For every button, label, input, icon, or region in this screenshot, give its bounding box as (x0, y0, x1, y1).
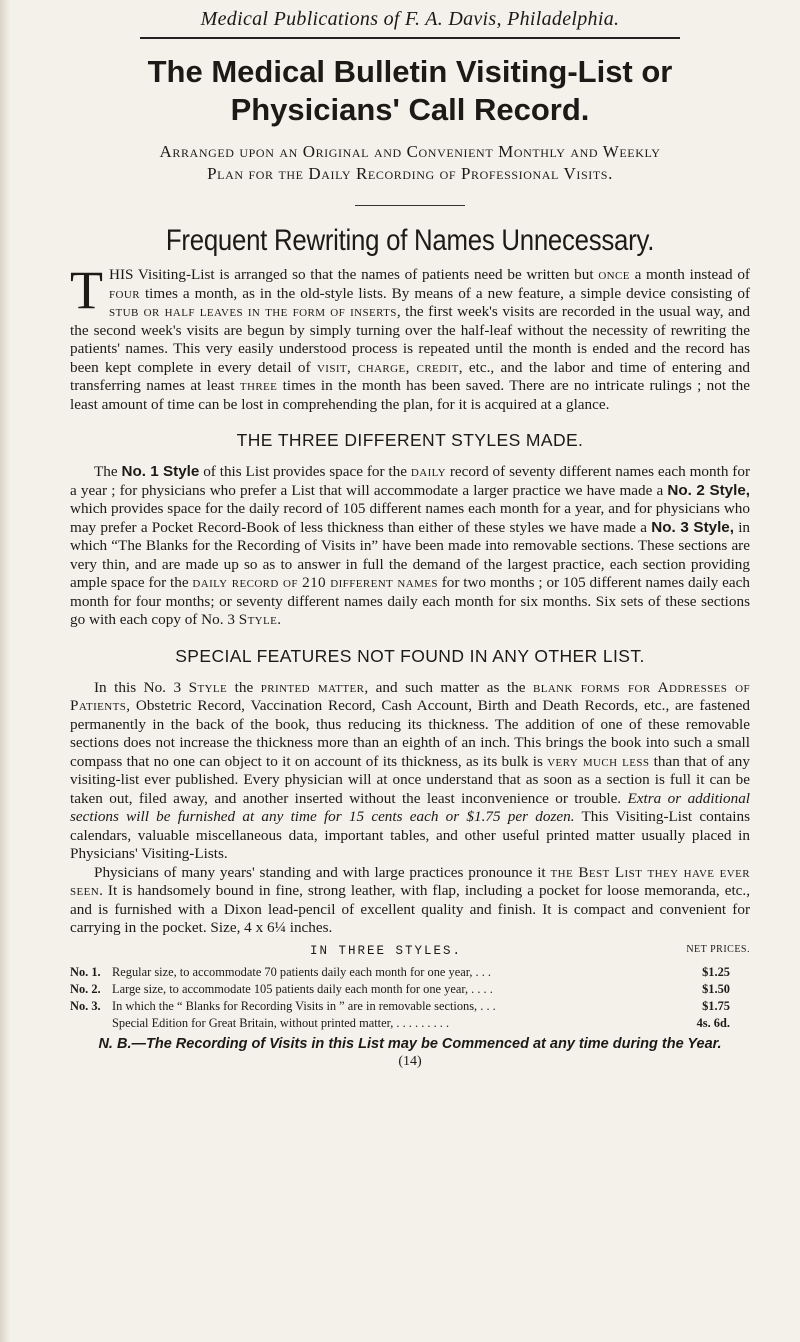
title-line-2: Physicians' Call Record. (230, 92, 590, 127)
running-head: Medical Publications of F. A. Davis, Philadelphia. (200, 8, 620, 30)
paragraph-intro: THIS Visiting-List is arranged so that the names of patients need be written but once a month instead of four times a month, as in the old-style lists. By means of a new feature, a simple device consisting of stub or half leaves in the form of inserts, the first week's visits are recorded in the usual way, and the second week's visits are begun by simply turning over the half-leaf without the necessity of rewriting the patients' names. This very easily understood process is repeated until the month is ended and the record has been kept complete in every detail of visit, charge, credit, etc., and the labor and time of entering and transferring names at least three times in the month has been saved. There are no intricate rulings ; not the least amount of time can be lost in comprehending the plan, for it is acquired at a glance. (70, 260, 751, 413)
book-page (70, 0, 750, 1070)
subtitle-line-2: Plan for the Daily Recording of Professional Visits. (207, 164, 613, 183)
header-rule (140, 37, 680, 39)
prices-title: IN THREE STYLES. (310, 943, 463, 958)
nb-note: N. B.—The Recording of Visits in this List may be Commenced at any time during the Year. (98, 1035, 722, 1052)
page-edge-shadow (0, 0, 10, 1342)
paragraph-features: In this No. 3 Style the printed matter, and such matter as the blank forms for Addresses of Patients, Obstetric Record, Vaccination Record, Cash Account, Birth and Death Records, etc., are fastened permanently in the back of the book, thus reducing its thickness. The addition of one of these removable sections does not increase the thickness more than an eighth of an inch. This brings the book into such a small compass that no one can object to it on account of its thickness, as its bulk is very much less than that of any visiting-list ever published. Every physician will at once understand that as soon as a section is full it can be taken out, filed away, and another inserted without the least inconvenience or trouble. Extra or additional sections will be furnished at any time for 15 cents each or $1.75 per dozen. This Visiting-List contains calendars, valuable miscellaneous data, important tables, and other useful printed matter usually placed in Physicians' Visiting-Lists. (70, 678, 751, 862)
net-prices-label: NET PRICES. (686, 943, 750, 955)
price-row: Special Edition for Great Britain, without printed matter, . . . . . . . . . 4s. 6d. (112, 1015, 730, 1030)
page-number: (14) (398, 1053, 422, 1069)
price-row: No. 2. Large size, to accommodate 105 patients daily each month for one year, . . . . $1.50 (70, 981, 730, 996)
paragraph-best-list: Physicians of many years' standing and with large practices pronounce it the Best List they have ever seen. It is handsomely bound in fine, strong leather, with flap, including a pocket for loose memoranda, etc., and is furnished with a Dixon lead-pencil of excellent quality and finish. It is compact and convenient for carrying in the pocket. Size, 4 x 6¼ inches. (70, 863, 750, 936)
price-row: No. 3. In which the “ Blanks for Recording Visits in ” are in removable sections, . . . $1.75 (70, 998, 730, 1013)
subtitle-line-1: Arranged upon an Original and Convenient Monthly and Weekly (159, 142, 661, 161)
drop-cap: T (70, 260, 103, 320)
subtitle (70, 141, 750, 185)
page-title (70, 53, 750, 129)
section-heading-features: SPECIAL FEATURES NOT FOUND IN ANY OTHER LIST. (175, 645, 645, 666)
divider-rule (355, 205, 465, 206)
price-row: No. 1. Regular size, to accommodate 70 patients daily each month for one year, . . . $1.25 (70, 964, 730, 979)
section-heading-styles: THE THREE DIFFERENT STYLES MADE. (236, 430, 584, 450)
prices-heading (70, 944, 750, 964)
paragraph-styles: The No. 1 Style of this List provides space for the daily record of seventy different names each month for a year ; for physicians who prefer a List that will accommodate a larger practice we have made a No. 2 Style, which provides space for the daily record of 105 different names each month for a year, and for physicians who may prefer a Pocket Record-Book of less thickness than either of these styles we have made a No. 3 Style, in which “The Blanks for the Recording of Visits in” have been made into removable sections. These sections are very thin, and are made up so as to answer in full the demand of the largest practice, each section providing ample space for the daily record of 210 different names for two months ; or 105 different names daily each month for four months; or seventy different names daily each month for six months. Six sets of these sections go with each copy of No. 3 Style. (70, 463, 751, 628)
section-heading-frequent: Frequent Rewriting of Names Unnecessary. (165, 224, 655, 257)
title-line-1: The Medical Bulletin Visiting-List or (147, 54, 673, 89)
